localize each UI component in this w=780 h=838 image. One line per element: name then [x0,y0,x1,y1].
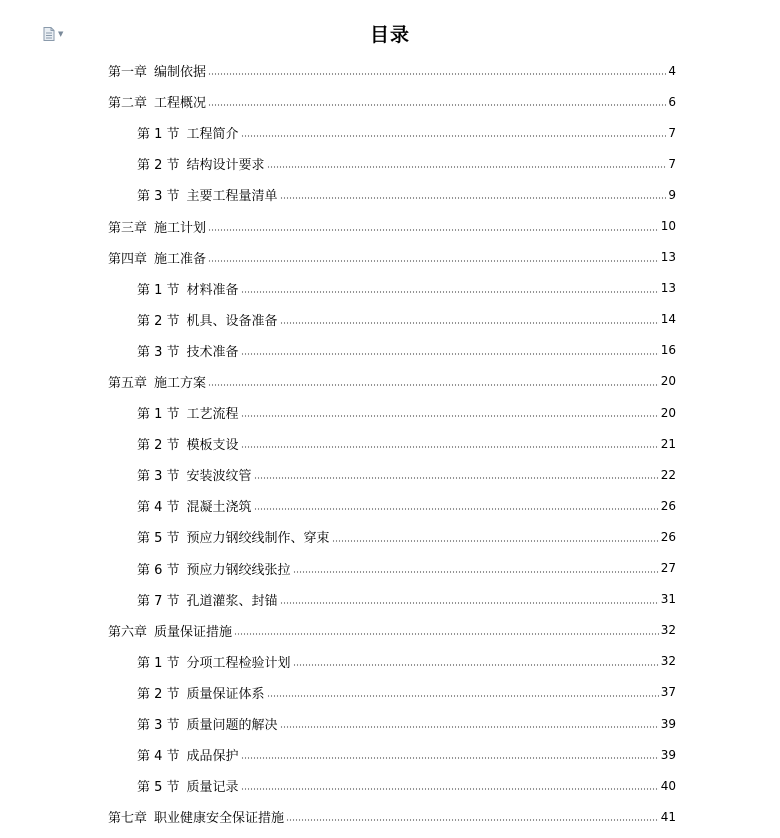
toc-entry-label [137,154,265,173]
toc-page-number: 37 [660,685,676,700]
dot-leader [208,229,659,231]
toc-entry-label [108,621,232,640]
toc-page-number: 26 [660,498,676,513]
toc-entry-label [108,92,206,111]
toc-entry-label [137,745,239,764]
toc-entry-number: 第 4 节 [137,749,180,765]
toc-entry-title: 职业健康安全保证措施 [154,811,285,827]
dot-leader [293,571,659,573]
toc-entry-title: 安装波纹管 [186,469,252,485]
dot-leader [332,540,659,542]
toc-entry-label [108,807,284,826]
dot-leader [267,695,659,697]
dot-leader [254,508,659,510]
toc-page-number: 9 [668,187,676,202]
toc-section-entry[interactable] [108,148,676,179]
dot-leader [280,726,659,728]
toc-entry-title: 质量记录 [186,780,239,796]
toc-entry-number: 第 1 节 [137,127,180,143]
dot-leader [241,415,659,417]
toc-section-entry[interactable] [108,646,676,677]
toc-section-entry[interactable] [108,459,676,490]
toc-entry-number: 第 3 节 [137,469,180,485]
toc-chapter-entry[interactable] [108,210,676,241]
toc-chapter-entry[interactable] [108,615,676,646]
toc-entry-number: 第五章 [108,375,148,391]
toc-page-number: 13 [660,250,676,265]
toc-entry-number: 第 7 节 [137,593,180,609]
toc-entry-title: 材料准备 [186,282,239,298]
toc-entry-title: 预应力钢绞线制作、穿束 [186,531,330,547]
toc-entry-label [108,217,206,236]
dot-leader [208,104,666,106]
toc-entry-label [137,590,278,609]
toc-section-entry[interactable] [108,490,676,521]
toc-entry-number: 第 4 节 [137,500,180,516]
dot-leader [280,197,667,199]
toc-entry-label [137,559,291,578]
toc-entry-number: 第四章 [108,251,148,267]
toc-entry-number: 第 6 节 [137,562,180,578]
toc-section-entry[interactable] [108,739,676,770]
toc-entry-number: 第 5 节 [137,531,180,547]
toc-section-entry[interactable] [108,553,676,584]
dot-leader [254,477,659,479]
toc-section-entry[interactable] [108,521,676,552]
toc-section-entry[interactable] [108,179,676,210]
toc-entry-title: 编制依据 [154,65,207,81]
toc-entry-title: 工程简介 [186,127,239,143]
chevron-down-icon: ▼ [58,29,64,38]
toc-entry-title: 工程概况 [154,96,207,112]
dot-leader [241,446,659,448]
toc-entry-label [137,310,278,329]
toc-section-entry[interactable] [108,335,676,366]
toc-entry-label [137,403,239,422]
dot-leader [241,757,659,759]
toc-entry-label [108,372,206,391]
toc-page-number: 20 [660,405,676,420]
toc-page-number: 16 [660,343,676,358]
toc-section-entry[interactable] [108,708,676,739]
toc-page-number: 4 [668,63,676,78]
toc-entry-title: 施工计划 [154,220,207,236]
toc-chapter-entry[interactable] [108,242,676,273]
toc-section-entry[interactable] [108,584,676,615]
toc-section-entry[interactable] [108,273,676,304]
toc-page-number: 14 [660,312,676,327]
toc-section-entry[interactable] [108,677,676,708]
toc-entry-number: 第 1 节 [137,282,180,298]
toc-entry-title: 混凝土浇筑 [186,500,252,516]
toc-entry-label [108,61,206,80]
toc-entry-title: 预应力钢绞线张拉 [186,562,291,578]
dot-leader [241,353,659,355]
table-of-contents [108,55,676,832]
toc-entry-title: 模板支设 [186,438,239,454]
toc-entry-title: 质量保证措施 [154,624,233,640]
toc-entry-label [137,123,239,142]
dot-leader [286,819,659,821]
dot-leader [293,664,659,666]
toc-section-entry[interactable] [108,428,676,459]
toc-entry-label [137,683,265,702]
toc-entry-title: 工艺流程 [186,407,239,423]
toc-section-entry[interactable] [108,304,676,335]
toc-page-number: 22 [660,467,676,482]
toc-entry-number: 第 3 节 [137,189,180,205]
toc-entry-label [137,496,252,515]
toc-page-number: 31 [660,592,676,607]
toc-entry-label [137,714,278,733]
toc-entry-number: 第六章 [108,624,148,640]
toc-entry-number: 第 2 节 [137,313,180,329]
toc-entry-label [137,341,239,360]
toc-entry-title: 主要工程量清单 [186,189,278,205]
toc-entry-number: 第一章 [108,65,148,81]
toc-entry-number: 第二章 [108,96,148,112]
toc-chapter-entry[interactable] [108,366,676,397]
toc-page-number: 39 [660,716,676,731]
dot-leader [241,135,667,137]
toc-entry-label [108,248,206,267]
dot-leader [234,633,659,635]
toc-entry-number: 第三章 [108,220,148,236]
toc-entry-title: 结构设计要求 [186,158,265,174]
toc-page-number: 39 [660,747,676,762]
toc-entry-number: 第 5 节 [137,780,180,796]
toc-entry-number: 第 3 节 [137,718,180,734]
toc-chapter-entry[interactable] [108,801,676,832]
toc-page-number: 21 [660,436,676,451]
toc-page-number: 7 [668,156,676,171]
toc-entry-label [137,527,330,546]
toc-page-number: 32 [660,654,676,669]
toc-entry-title: 技术准备 [186,344,239,360]
toc-entry-number: 第 2 节 [137,438,180,454]
toc-page-number: 10 [660,219,676,234]
toc-entry-title: 施工准备 [154,251,207,267]
toc-page-number: 32 [660,623,676,638]
dot-leader [267,166,667,168]
toc-entry-label [137,465,252,484]
toc-page-number: 40 [660,778,676,793]
toc-entry-title: 施工方案 [154,375,207,391]
toc-page-number: 6 [668,94,676,109]
toc-entry-number: 第 3 节 [137,344,180,360]
page-title: 目录 [369,24,410,46]
dot-leader [241,788,659,790]
toc-chapter-entry[interactable] [108,55,676,86]
dot-leader [208,260,659,262]
toc-entry-number: 第 2 节 [137,686,180,702]
toc-page-number: 41 [660,809,676,824]
toc-entry-number: 第 1 节 [137,407,180,423]
toc-entry-title: 质量问题的解决 [186,718,278,734]
toc-entry-label [137,185,278,204]
toc-page-number: 27 [660,561,676,576]
toc-page-number: 26 [660,529,676,544]
dot-leader [208,73,666,75]
toc-entry-number: 第 1 节 [137,655,180,671]
toc-entry-title: 质量保证体系 [186,686,265,702]
toc-section-entry[interactable] [108,397,676,428]
toc-entry-title: 机具、设备准备 [186,313,278,329]
toc-entry-number: 第 2 节 [137,158,180,174]
dot-leader [208,384,659,386]
toc-entry-title: 孔道灌浆、封锚 [186,593,278,609]
dot-leader [280,322,659,324]
toc-entry-label [137,652,291,671]
toc-chapter-entry[interactable] [108,86,676,117]
toc-page-number: 13 [660,281,676,296]
toc-entry-title: 成品保护 [186,749,239,765]
toc-entry-number: 第七章 [108,811,148,827]
toc-section-entry[interactable] [108,770,676,801]
dot-leader [280,602,659,604]
dot-leader [241,291,659,293]
toc-entry-label [137,434,239,453]
toc-page-number: 7 [668,125,676,140]
toc-section-entry[interactable] [108,117,676,148]
toc-entry-label [137,776,239,795]
toc-entry-title: 分项工程检验计划 [186,655,291,671]
toc-entry-label [137,279,239,298]
toc-page-number: 20 [660,374,676,389]
